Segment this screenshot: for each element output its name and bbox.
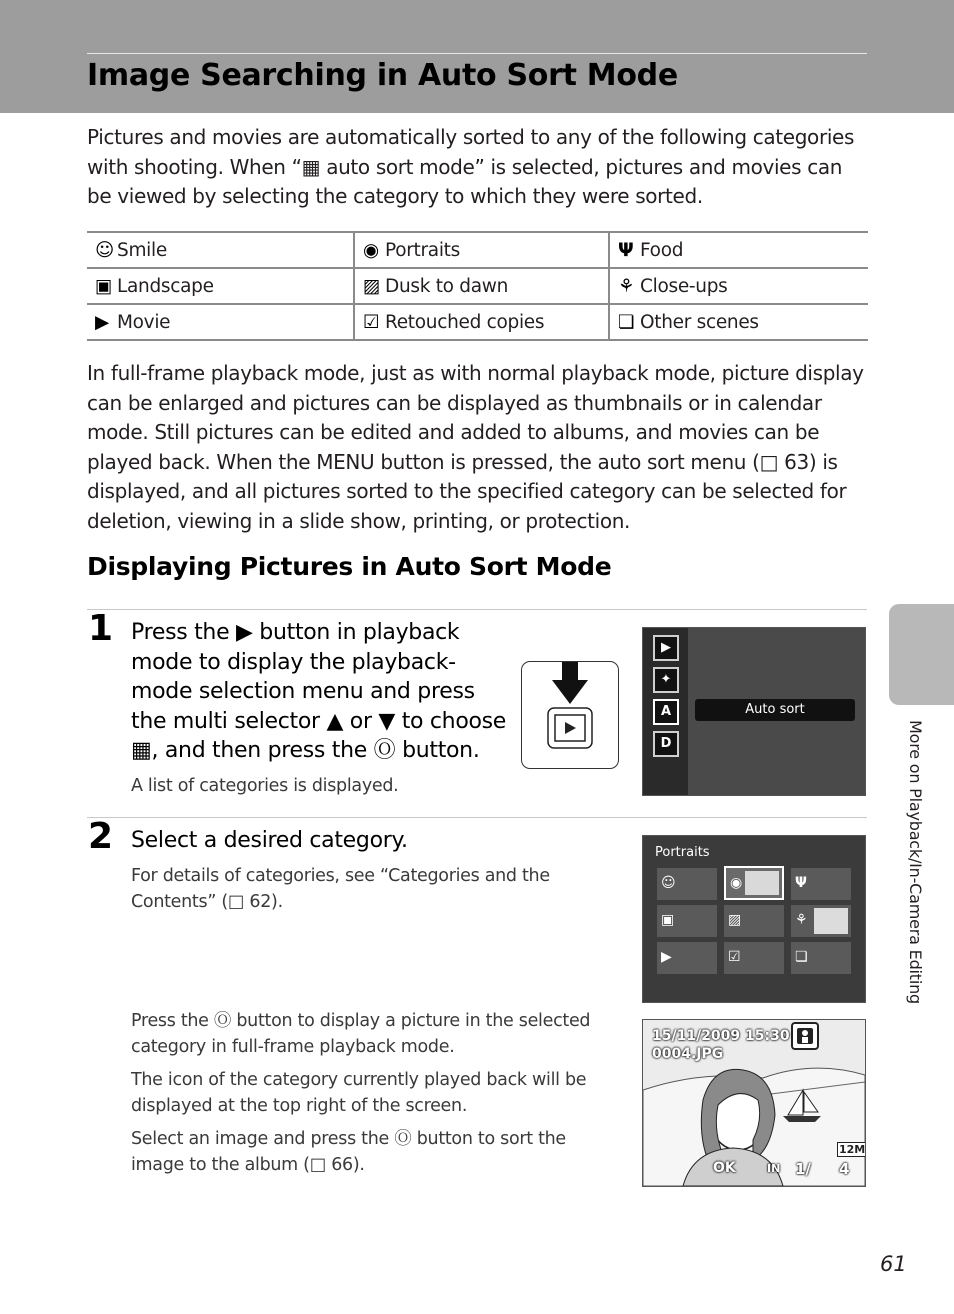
chapter-tab bbox=[889, 604, 954, 705]
smile-icon: ☺ bbox=[661, 875, 676, 891]
category-cell bbox=[87, 304, 354, 340]
category-thumb[interactable] bbox=[791, 905, 851, 937]
divider bbox=[87, 609, 867, 610]
other-scenes-icon: ❏ bbox=[795, 949, 808, 965]
step-number: 1 bbox=[88, 608, 114, 649]
category-thumb-selected[interactable] bbox=[724, 866, 784, 900]
retouch-icon: ☑ bbox=[728, 949, 741, 965]
landscape-icon: ▣ bbox=[661, 912, 675, 928]
categories-row bbox=[87, 304, 868, 340]
portrait-photo bbox=[643, 1020, 865, 1186]
category-thumb[interactable] bbox=[791, 868, 851, 900]
category-cell bbox=[354, 232, 609, 268]
step-number: 2 bbox=[88, 816, 114, 857]
playback-button-icon bbox=[522, 662, 618, 768]
step-extra-note: Select an image and press the Ⓞ button to sort the image to the album (□ 66). bbox=[131, 1129, 566, 1175]
category-cell bbox=[87, 268, 354, 304]
image-size-badge: 12M bbox=[839, 1143, 866, 1156]
playback-button-illustration bbox=[521, 661, 619, 769]
category-label: Food bbox=[640, 239, 684, 261]
category-thumb[interactable] bbox=[724, 942, 784, 974]
internal-memory-indicator: IN bbox=[767, 1162, 781, 1175]
category-label: Dusk to dawn bbox=[385, 275, 508, 297]
auto-sort-icon[interactable]: A bbox=[653, 699, 679, 725]
category-label: Smile bbox=[117, 239, 167, 261]
retouch-icon: ☑ bbox=[363, 311, 380, 333]
categories-table bbox=[87, 231, 868, 341]
page-number: 61 bbox=[880, 1252, 907, 1276]
categories-row bbox=[87, 232, 868, 268]
category-cell bbox=[87, 232, 354, 268]
category-label: Retouched copies bbox=[385, 311, 545, 333]
playback-menu-screen bbox=[642, 627, 866, 796]
category-cell bbox=[354, 268, 609, 304]
playback-mode-icon[interactable]: ▶ bbox=[653, 635, 679, 661]
dusk-icon: ▨ bbox=[363, 275, 381, 297]
thumbnail-image bbox=[745, 871, 779, 895]
favorite-pictures-icon[interactable]: ✦ bbox=[653, 667, 679, 693]
food-icon: Ψ bbox=[618, 239, 634, 261]
movie-icon: ▶ bbox=[661, 949, 672, 965]
movie-icon: ▶ bbox=[95, 311, 109, 333]
category-cell bbox=[609, 304, 868, 340]
category-cell bbox=[609, 232, 868, 268]
step-extra-note: Press the Ⓞ button to display a picture in the selected category in full-frame playback mode. bbox=[131, 1011, 591, 1057]
category-cell bbox=[354, 304, 609, 340]
body-paragraph: In full-frame playback mode, just as with normal playback mode, picture display can be enlarged and pictures can be displayed as thumbnails or in calendar mode. Still pictures can be edited and added to albums, and movies can be played back. When the MENU button is pressed, the auto sort menu (□ 63) is displayed, and all pictures sorted to the specified category can be selected for deletion, viewing in a slide show, printing, or protection. bbox=[87, 361, 864, 533]
flower-icon: ⚘ bbox=[618, 275, 635, 297]
list-by-date-icon[interactable]: D bbox=[653, 731, 679, 757]
category-thumb[interactable] bbox=[791, 942, 851, 974]
category-thumb[interactable] bbox=[657, 868, 717, 900]
chapter-label: More on Playback/In-Camera Editing bbox=[906, 720, 925, 1004]
thumbnail-image bbox=[814, 908, 848, 934]
section-subtitle: Displaying Pictures in Auto Sort Mode bbox=[87, 552, 612, 581]
category-cell bbox=[609, 268, 868, 304]
category-label: Close-ups bbox=[640, 275, 728, 297]
other-scenes-icon: ❏ bbox=[618, 311, 635, 333]
ok-indicator: OK bbox=[713, 1160, 736, 1176]
screen-title: Portraits bbox=[655, 845, 710, 860]
step-instruction: Press the ▶ button in playback mode to display the playback-mode selection menu and press the multi selector ▲ or ▼ to choose ▦, and then press the Ⓞ button. bbox=[131, 620, 507, 763]
datetime-readout: 15/11/2009 15:30 bbox=[652, 1028, 790, 1044]
portrait-icon: ◉ bbox=[730, 875, 743, 891]
category-thumb[interactable] bbox=[657, 905, 717, 937]
full-frame-playback-screen bbox=[642, 1019, 866, 1187]
category-label: Landscape bbox=[117, 275, 214, 297]
step-note: A list of categories is displayed. bbox=[131, 776, 399, 796]
category-label: Other scenes bbox=[640, 311, 759, 333]
step-note: For details of categories, see “Categories and the Contents” (□ 62). bbox=[131, 866, 550, 912]
frame-counter: 1/ bbox=[795, 1160, 811, 1178]
portrait-icon bbox=[793, 1024, 817, 1048]
portrait-category-badge bbox=[791, 1022, 819, 1050]
portrait-icon: ◉ bbox=[363, 239, 379, 261]
category-label: Portraits bbox=[385, 239, 460, 261]
category-thumb[interactable] bbox=[657, 942, 717, 974]
category-select-screen bbox=[642, 835, 866, 1003]
filename-readout: 0004.JPG bbox=[652, 1046, 724, 1062]
total-count: 4 bbox=[839, 1160, 850, 1178]
category-thumb[interactable] bbox=[724, 905, 784, 937]
auto-sort-menu-item[interactable]: Auto sort bbox=[695, 699, 855, 721]
header-band bbox=[0, 0, 954, 113]
header-rule bbox=[87, 53, 867, 54]
page-title: Image Searching in Auto Sort Mode bbox=[87, 58, 678, 93]
category-label: Movie bbox=[117, 311, 171, 333]
categories-row bbox=[87, 268, 868, 304]
food-icon: Ψ bbox=[795, 875, 807, 891]
smile-icon: ☺ bbox=[95, 239, 114, 261]
step-instruction: Select a desired category. bbox=[131, 828, 408, 853]
divider bbox=[87, 817, 867, 818]
intro-paragraph: Pictures and movies are automatically sorted to any of the following categories with shooting. When “▦ auto sort mode” is selected, pictures and movies can be viewed by selecting the category to which they were sorted. bbox=[87, 125, 855, 208]
flower-icon: ⚘ bbox=[795, 912, 808, 928]
step-extra-note: The icon of the category currently played back will be displayed at the top right of the screen. bbox=[131, 1070, 587, 1116]
landscape-icon: ▣ bbox=[95, 275, 113, 297]
dusk-icon: ▨ bbox=[728, 912, 742, 928]
